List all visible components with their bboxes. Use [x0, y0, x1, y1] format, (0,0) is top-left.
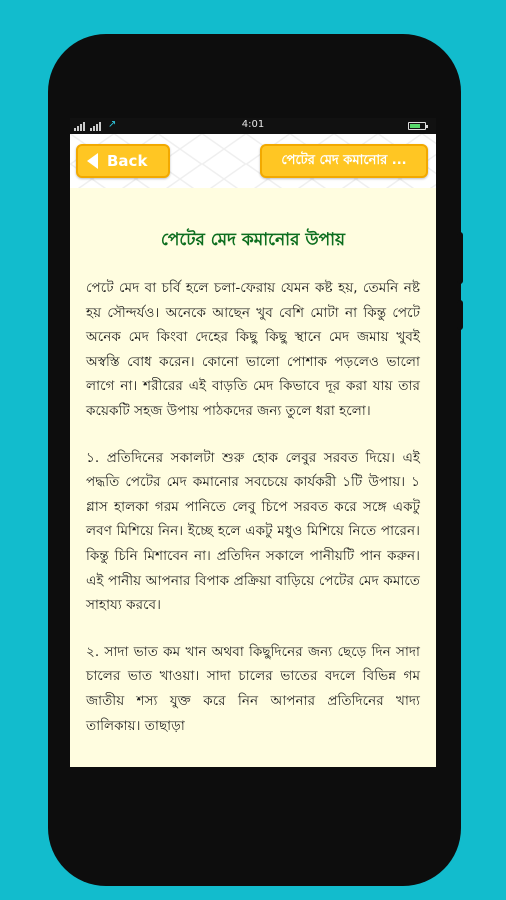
phone-side-button	[457, 232, 463, 284]
title-button[interactable]	[260, 144, 428, 178]
back-button[interactable]	[76, 144, 170, 178]
data-arrow-icon: ↗	[108, 119, 117, 130]
status-bar	[70, 118, 436, 134]
article-paragraph: পেটে মেদ বা চর্বি হলে চলা-ফেরায় যেমন কষ্ট হয়, তেমনি নষ্ট হয় সৌন্দর্যও। অনেকে আছেন খুব বেশি মোটা না কিন্তু পেটে অনেক মেদ কিংবা দেহের কিছু কিছু স্থানে মেদ জমায় খুবই অস্বস্তি বোধ করেন। কোনো ভালো পোশাক পড়লেও ভালো লাগে না। শরীরের এই বাড়তি মেদ কিভাবে দূর করা যায় তার কয়েকটি সহজ উপায় পাঠকদের জন্য তুলে ধরা হলো।	[86, 280, 420, 419]
phone-side-button	[457, 300, 463, 330]
article-paragraph: ২. সাদা ভাত কম খান অথবা কিছুদিনের জন্য ছেড়ে দিন সাদা চালের ভাত খাওয়া। সাদা চালের ভাতের বদলে বিভিন্ন গম জাতীয় শস্য যুক্ত করে নিন আপনার প্রতিদিনের খাদ্য তালিকায়। তাছাড়া	[86, 643, 420, 734]
back-arrow-icon	[87, 153, 98, 169]
battery-icon	[408, 122, 426, 130]
app-header	[70, 134, 436, 188]
app-screen	[70, 118, 436, 767]
article-paragraph: ১. প্রতিদিনের সকালটা শুরু হোক লেবুর সরবত দিয়ে। এই পদ্ধতি পেটের মেদ কমানোর সবচেয়ে কার্যকরী ১টি উপায়। ১ গ্লাস হালকা গরম পানিতে লেবু চিপে সরবত করে সঙ্গে একটু লবণ মিশিয়ে নিন। ইচ্ছে হলে একটু মধুও মিশিয়ে নিতে পারেন। কিন্তু চিনি মিশাবেন না। প্রতিদিন সকালে পানীয়টি পান করুন। এই পানীয় আপনার বিপাক প্রক্রিয়া বাড়িয়ে পেটের মেদ কমাতে সাহায্য করবে।	[86, 449, 420, 614]
article-content	[86, 188, 420, 738]
status-time: 4:01	[241, 119, 265, 130]
back-button-label: Back	[107, 152, 148, 170]
article-title: পেটের মেদ কমানোর উপায়	[160, 230, 346, 250]
title-button-label: পেটের মেদ কমানোর ...	[281, 152, 407, 168]
